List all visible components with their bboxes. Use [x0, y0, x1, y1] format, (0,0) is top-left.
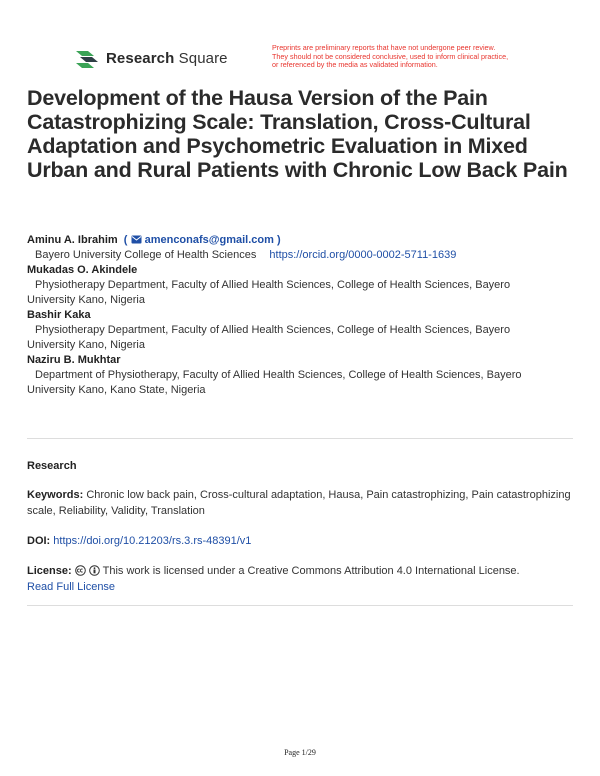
cc-icon [75, 565, 86, 576]
author-affiliation: Physiotherapy Department, Faculty of Allied Health Sciences, College of Health Sciences, Bayero University Kano, Nigeria [27, 324, 511, 351]
license [27, 563, 575, 595]
divider [27, 605, 573, 606]
keywords [27, 487, 575, 519]
read-full-license-link[interactable]: Read Full License [27, 581, 116, 593]
notice-line: Preprints are preliminary reports that have not undergone peer review. [272, 43, 496, 52]
mail-icon [131, 235, 142, 244]
notice-line: or referenced by the media as validated information. [272, 60, 438, 69]
orcid-link[interactable]: https://orcid.org/0000-0002-5711-1639 [269, 249, 457, 261]
author-name: Naziru B. Mukhtar [27, 354, 121, 366]
license-text: This work is licensed under a Creative Commons Attribution 4.0 International License. [102, 565, 520, 577]
doi-link[interactable]: https://doi.org/10.21203/rs.3.rs-48391/v1 [53, 535, 252, 547]
research-square-logo[interactable] [74, 47, 228, 69]
author-entry [27, 308, 575, 323]
license-label: License: [27, 565, 72, 577]
doi-label: DOI: [27, 535, 51, 547]
author-list [27, 233, 575, 398]
article-category: Research [27, 460, 77, 472]
author-entry [27, 263, 575, 278]
author-email[interactable]: ( amenconafs@gmail.com ) [123, 234, 281, 246]
author-name: Bashir Kaka [27, 309, 91, 321]
keywords-label: Keywords: [27, 489, 84, 501]
author-affiliation: Department of Physiotherapy, Faculty of Allied Health Sciences, College of Health Sciences, Bayero University Kano, Kano State, Nigeria [27, 369, 522, 396]
attribution-icon [89, 565, 100, 576]
logo-wordmark: Research Square [106, 49, 228, 67]
author-name: Mukadas O. Akindele [27, 264, 138, 276]
notice-line: They should not be considered conclusive, used to inform clinical practice, [272, 51, 509, 61]
doi [27, 533, 575, 549]
author-entry [27, 233, 575, 248]
page-number: Page 1/29 [284, 748, 316, 757]
research-square-logo-icon [74, 47, 100, 69]
keywords-text: Chronic low back pain, Cross-cultural adaptation, Hausa, Pain catastrophizing, Pain catastrophizing scale, Reliability, Validity, Translation [27, 489, 571, 517]
preprint-notice [272, 44, 552, 70]
author-affiliation: Bayero University College of Health Sciences https://orcid.org/0000-0002-5711-1639 [35, 249, 457, 261]
author-entry [27, 353, 575, 368]
divider [27, 438, 573, 439]
author-affiliation: Physiotherapy Department, Faculty of Allied Health Sciences, College of Health Sciences, Bayero University Kano, Nigeria [27, 279, 511, 306]
author-name: Aminu A. Ibrahim [27, 234, 118, 246]
paper-title: Development of the Hausa Version of the Pain Catastrophizing Scale: Translation, Cross-Cultural Adaptation and Psychometric Evaluation in Mixed Urban and Rural Patients with Chronic Low Back Pain [27, 86, 568, 182]
